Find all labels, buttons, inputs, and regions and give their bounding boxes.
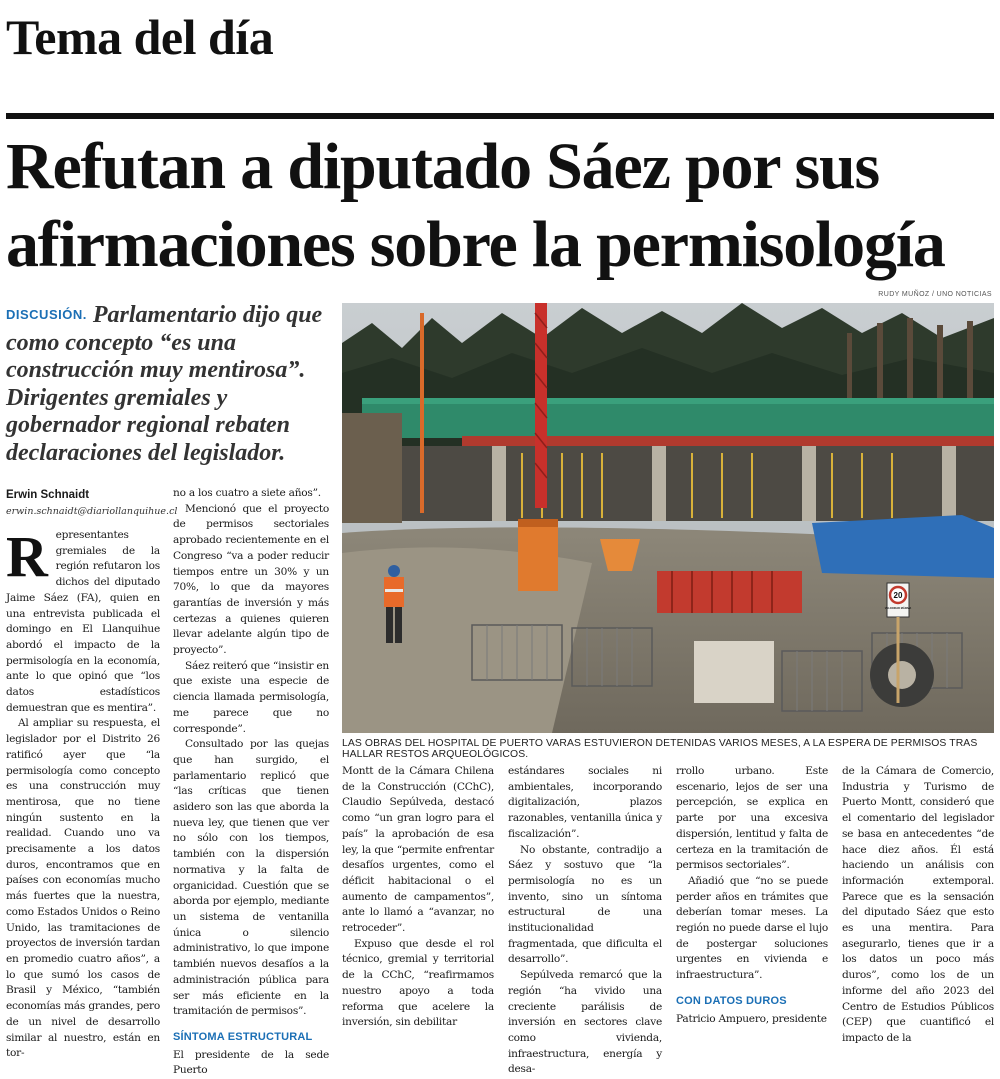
- col5-paragraph-1: rrollo urbano. Este escenario, lejos de ser una percepción, se explica en parte por una excesiva dispersión, lentitud y falta de certeza en la tramitación de permisos sectoriales”.: [676, 765, 828, 872]
- col5-paragraph-2: Añadió que “no se puede perder años en trámites que deberían tomar meses. La región no puede darse el lujo de postergar soluciones urgentes en vivienda e infraestructura”.: [676, 874, 828, 982]
- section-title: Tema del día: [6, 9, 274, 65]
- col4-paragraph-2: No obstante, contradijo a Sáez y sostuvo que “la permisología no es un invento, sino un síntoma estructural de una institucionalidad fragmentada, que dificulta el desarrollo”.: [508, 843, 662, 966]
- deck-kicker: DISCUSIÓN.: [6, 307, 87, 322]
- photo-credit: RUDY MUÑOZ / UNO NOTICIAS: [878, 291, 992, 298]
- col1-paragraph-1: epresentantes gremiales de la región refutaron los dichos del diputado Jaime Sáez (FA), quien en una entrevista publicada el domingo en El Llanquihue abordó el impacto de la permisología en la economía, ante lo que opinó que “los datos estadísticos demuestran que es mentira”.: [6, 529, 160, 714]
- col2-paragraph-2: Mencionó que el proyecto de permisos sectoriales aprobado recientemente en el Congreso “va a poder reducir tiempos entre un 30% y un 70%, lo que da mayores garantías de inversión y más certezas a quienes quieren llevar adelante algún tipo de proyecto”.: [173, 502, 329, 657]
- headline: Refutan a diputado Sáez por sus afirmaciones sobre la permisología: [6, 130, 945, 281]
- deck: [6, 301, 332, 468]
- col1-paragraph-2: Al ampliar su respuesta, el legislador por el Distrito 26 ratificó ayer que “la permisología como concepto es una construcción muy mentirosa, que no tiene ningún sustento en la realidad. Cuando uno va precisamente a los datos duros, encontramos que en países con economías mucho más fuertes que la nuestra, como Estados Unidos o Reino Unido, las tramitaciones de proyectos de inversión tardan en promedio cuatro años”, a lo que sumó los casos de Brasil y México, “también economías más grandes, pero de un nivel de desarrollo similar al nuestro, están en tor-: [6, 717, 160, 1060]
- col4-paragraph-3: Sepúlveda remarcó que la región “ha vivido una creciente parálisis de inversión en sectores clave como vivienda, infraestructura, energía y desa-: [508, 969, 662, 1076]
- col2-paragraph-3: Sáez reiteró que “insistir en que existe una especie de ciencia llamada permisología, me parece que no corresponde”.: [173, 659, 329, 735]
- speed-sign-value: 20: [893, 591, 903, 600]
- article-column-6: [842, 764, 994, 1047]
- col2-paragraph-5: El presidente de la sede Puerto: [173, 1048, 329, 1077]
- col2-paragraph-4: Consultado por las quejas que han surgido, el parlamentario replicó que “las críticas que tienen asidero son las que aborda la nueva ley, que tienen que ver no sólo con los tiempos, también con la dispersión normativa y la falta de organicidad. Cuestión que se aborda por ejemplo, mediante un sistema de ventanilla única o silencio administrativo, lo que impone también nuevos desafíos a la administración pública para ser más eficiente en la tramitación de permisos”.: [173, 738, 329, 1018]
- col4-paragraph-1: estándares sociales ni ambientales, incorporando digitalización, plazos razonables, ventanilla única y fiscalización”.: [508, 765, 662, 840]
- article-column-4: [508, 764, 662, 1078]
- construction-photo: [342, 303, 994, 733]
- deck-text: Parlamentario dijo que como concepto “es una construcción muy mentirosa”. Dirigentes gremiales y gobernador regional rebaten declaraciones del legislador.: [6, 302, 323, 466]
- author-email: erwin.schnaidt@diariollanquihue.cl: [6, 506, 178, 517]
- article-column-5: [676, 764, 828, 1027]
- byline: Erwin Schnaidt: [6, 489, 90, 501]
- col3-paragraph-1: Montt de la Cámara Chilena de la Construcción (CChC), Claudio Sepúlveda, destacó como “un gran logro para el país” la aprobación de esa ley, la que “permite enfrentar desafíos urgentes, como el déficit habitacional o el aumento de campamentos”, ante lo llamó a “avanzar, no retroceder”.: [342, 765, 494, 935]
- article-column-3: [342, 764, 494, 1031]
- drop-cap: R: [6, 524, 48, 589]
- section-rule: [6, 113, 994, 119]
- col5-paragraph-3: Patricio Ampuero, presidente: [676, 1012, 827, 1025]
- speed-sign-text: VELOCIDAD MÁXIMA: [884, 607, 912, 610]
- article-column-1: [6, 524, 160, 1062]
- col3-paragraph-2: Expuso que desde el rol técnico, gremial y territorial de la CChC, “reafirmamos nuestro apoyo a toda reforma que acelere la inversión, sin debilitar: [342, 937, 494, 1029]
- col6-paragraph-1: de la Cámara de Comercio, Industria y Turismo de Puerto Montt, consideró que el comentario del legislador se basa en antecedentes “de hace diez años. Él está haciendo un análisis con información extemporal. Parece que es la sensación del diputado Sáez que esto es una mentira. Para asegurarlo, tienes que ir a los datos un poco más duros”, como los de un informe del año 2023 del Centro de Estudios Públicos (CEP) que cuantificó el impacto de la: [842, 765, 994, 1044]
- photo-caption: LAS OBRAS DEL HOSPITAL DE PUERTO VARAS ESTUVIERON DETENIDAS VARIOS MESES, A LA ESPERA DE PERMISOS TRAS HALLAR RESTOS ARQUEOLÓGICOS.: [342, 738, 978, 760]
- col2-subhead: SÍNTOMA ESTRUCTURAL: [173, 1030, 313, 1043]
- col5-subhead: CON DATOS DUROS: [676, 994, 787, 1007]
- col2-paragraph-1: no a los cuatro a siete años”.: [173, 487, 321, 499]
- article-column-2: [173, 486, 329, 1079]
